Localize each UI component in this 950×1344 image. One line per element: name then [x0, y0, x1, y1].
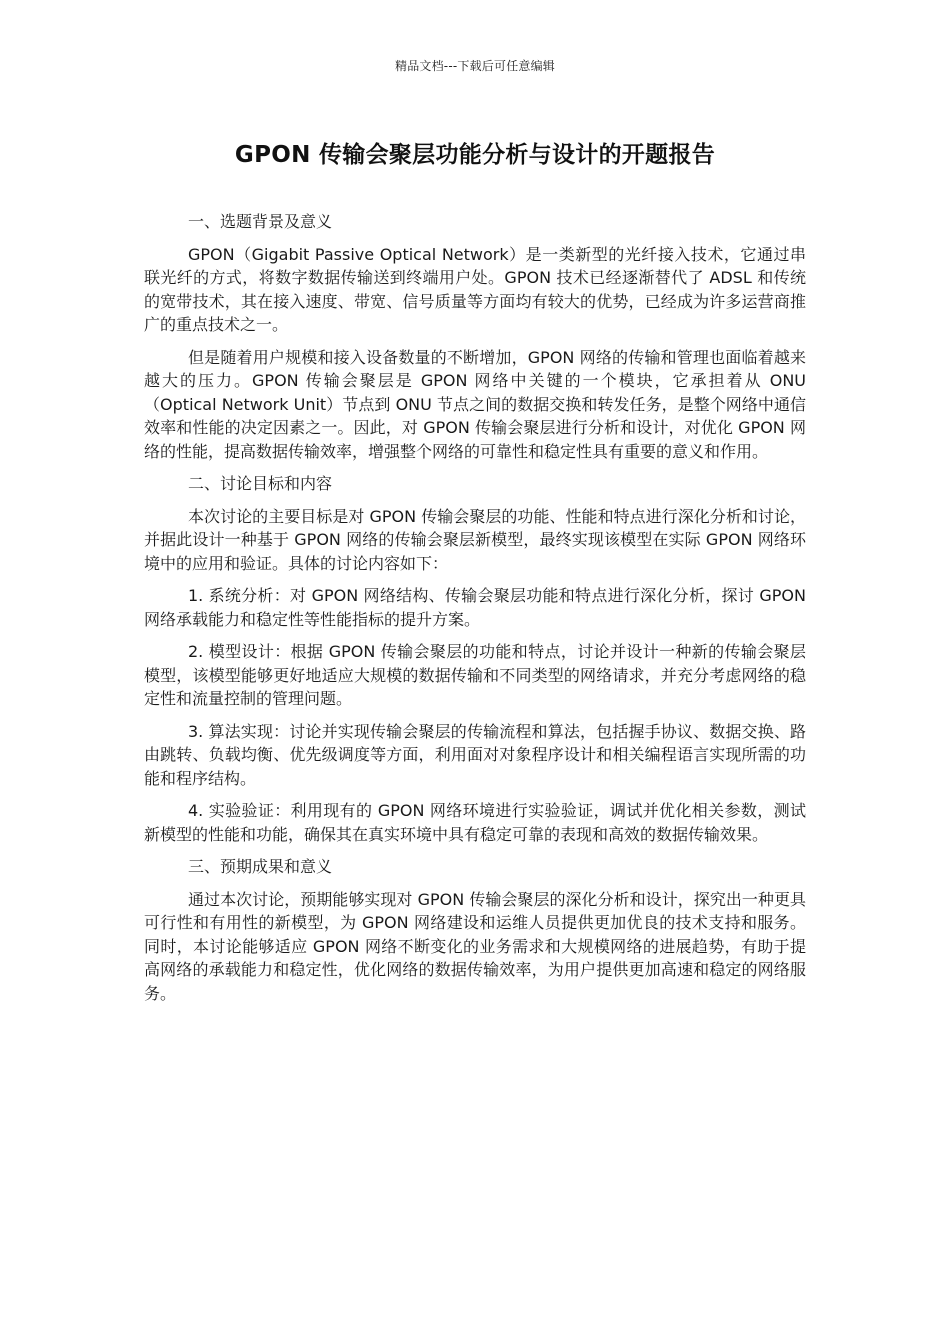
- paragraph-background-1: GPON（Gigabit Passive Optical Network）是一类新型的光纤接入技术，它通过串联光纤的方式，将数字数据传输送到终端用户处。GPON 技术已经逐渐替代了 ADSL 和传统的宽带技术，其在接入速度、带宽、信号质量等方面均有较大的优势，已经成为许多运营商推广的重点技术之一。: [144, 244, 806, 334]
- document-title: GPON 传输会聚层功能分析与设计的开题报告: [234, 142, 716, 168]
- paragraph-background-2: 但是随着用户规模和接入设备数量的不断增加，GPON 网络的传输和管理也面临着越来越大的压力。GPON 传输会聚层是 GPON 网络中关键的一个模块，它承担着从 ONU（Optical Network Unit）节点到 ONU 节点之间的数据交换和转发任务，是整个网络中通信效率和性能的决定因素之一。因此，对 GPON 传输会聚层进行分析和设计，对优化 GPON 网络的性能，提高数据传输效率，增强整个网络的可靠性和稳定性具有重要的意义和作用。: [144, 347, 806, 461]
- header-note: 精品文档---下载后可任意编辑: [395, 59, 555, 73]
- list-item-system-analysis: 1. 系统分析：对 GPON 网络结构、传输会聚层功能和特点进行深化分析，探讨 GPON 网络承载能力和稳定性等性能指标的提升方案。: [144, 586, 806, 629]
- section-heading-background: 一、选题背景及意义: [188, 212, 333, 231]
- list-item-algorithm: 3. 算法实现：讨论并实现传输会聚层的传输流程和算法，包括握手协议、数据交换、路由跳转、负载均衡、优先级调度等方面，利用面对对象程序设计和相关编程语言实现所需的功能和程序结构。: [144, 721, 806, 788]
- list-item-model-design: 2. 模型设计：根据 GPON 传输会聚层的功能和特点，讨论并设计一种新的传输会聚层模型，该模型能够更好地适应大规模的数据传输和不同类型的网络请求，并充分考虑网络的稳定性和流量控制的管理问题。: [144, 642, 806, 708]
- document-body: [144, 210, 806, 1014]
- section-heading-outcomes: 三、预期成果和意义: [188, 857, 333, 876]
- paragraph-goals-intro: 本次讨论的主要目标是对 GPON 传输会聚层的功能、性能和特点进行深化分析和讨论，并据此设计一种基于 GPON 网络的传输会聚层新模型，最终实现该模型在实际 GPON 网络环境中的应用和验证。具体的讨论内容如下：: [144, 506, 806, 573]
- list-item-experiment: 4. 实验验证：利用现有的 GPON 网络环境进行实验验证，调试并优化相关参数，测试新模型的性能和功能，确保其在真实环境中具有稳定可靠的表现和高效的数据传输效果。: [144, 801, 806, 844]
- section-heading-goals: 二、讨论目标和内容: [188, 474, 333, 493]
- paragraph-outcomes: 通过本次讨论，预期能够实现对 GPON 传输会聚层的深化分析和设计，探究出一种更具可行性和有用性的新模型，为 GPON 网络建设和运维人员提供更加优良的技术支持和服务。同时，本讨论能够适应 GPON 网络不断变化的业务需求和大规模网络的进展趋势，有助于提高网络的承载能力和稳定性，优化网络的数据传输效率，为用户提供更加高速和稳定的网络服务。: [144, 889, 806, 1003]
